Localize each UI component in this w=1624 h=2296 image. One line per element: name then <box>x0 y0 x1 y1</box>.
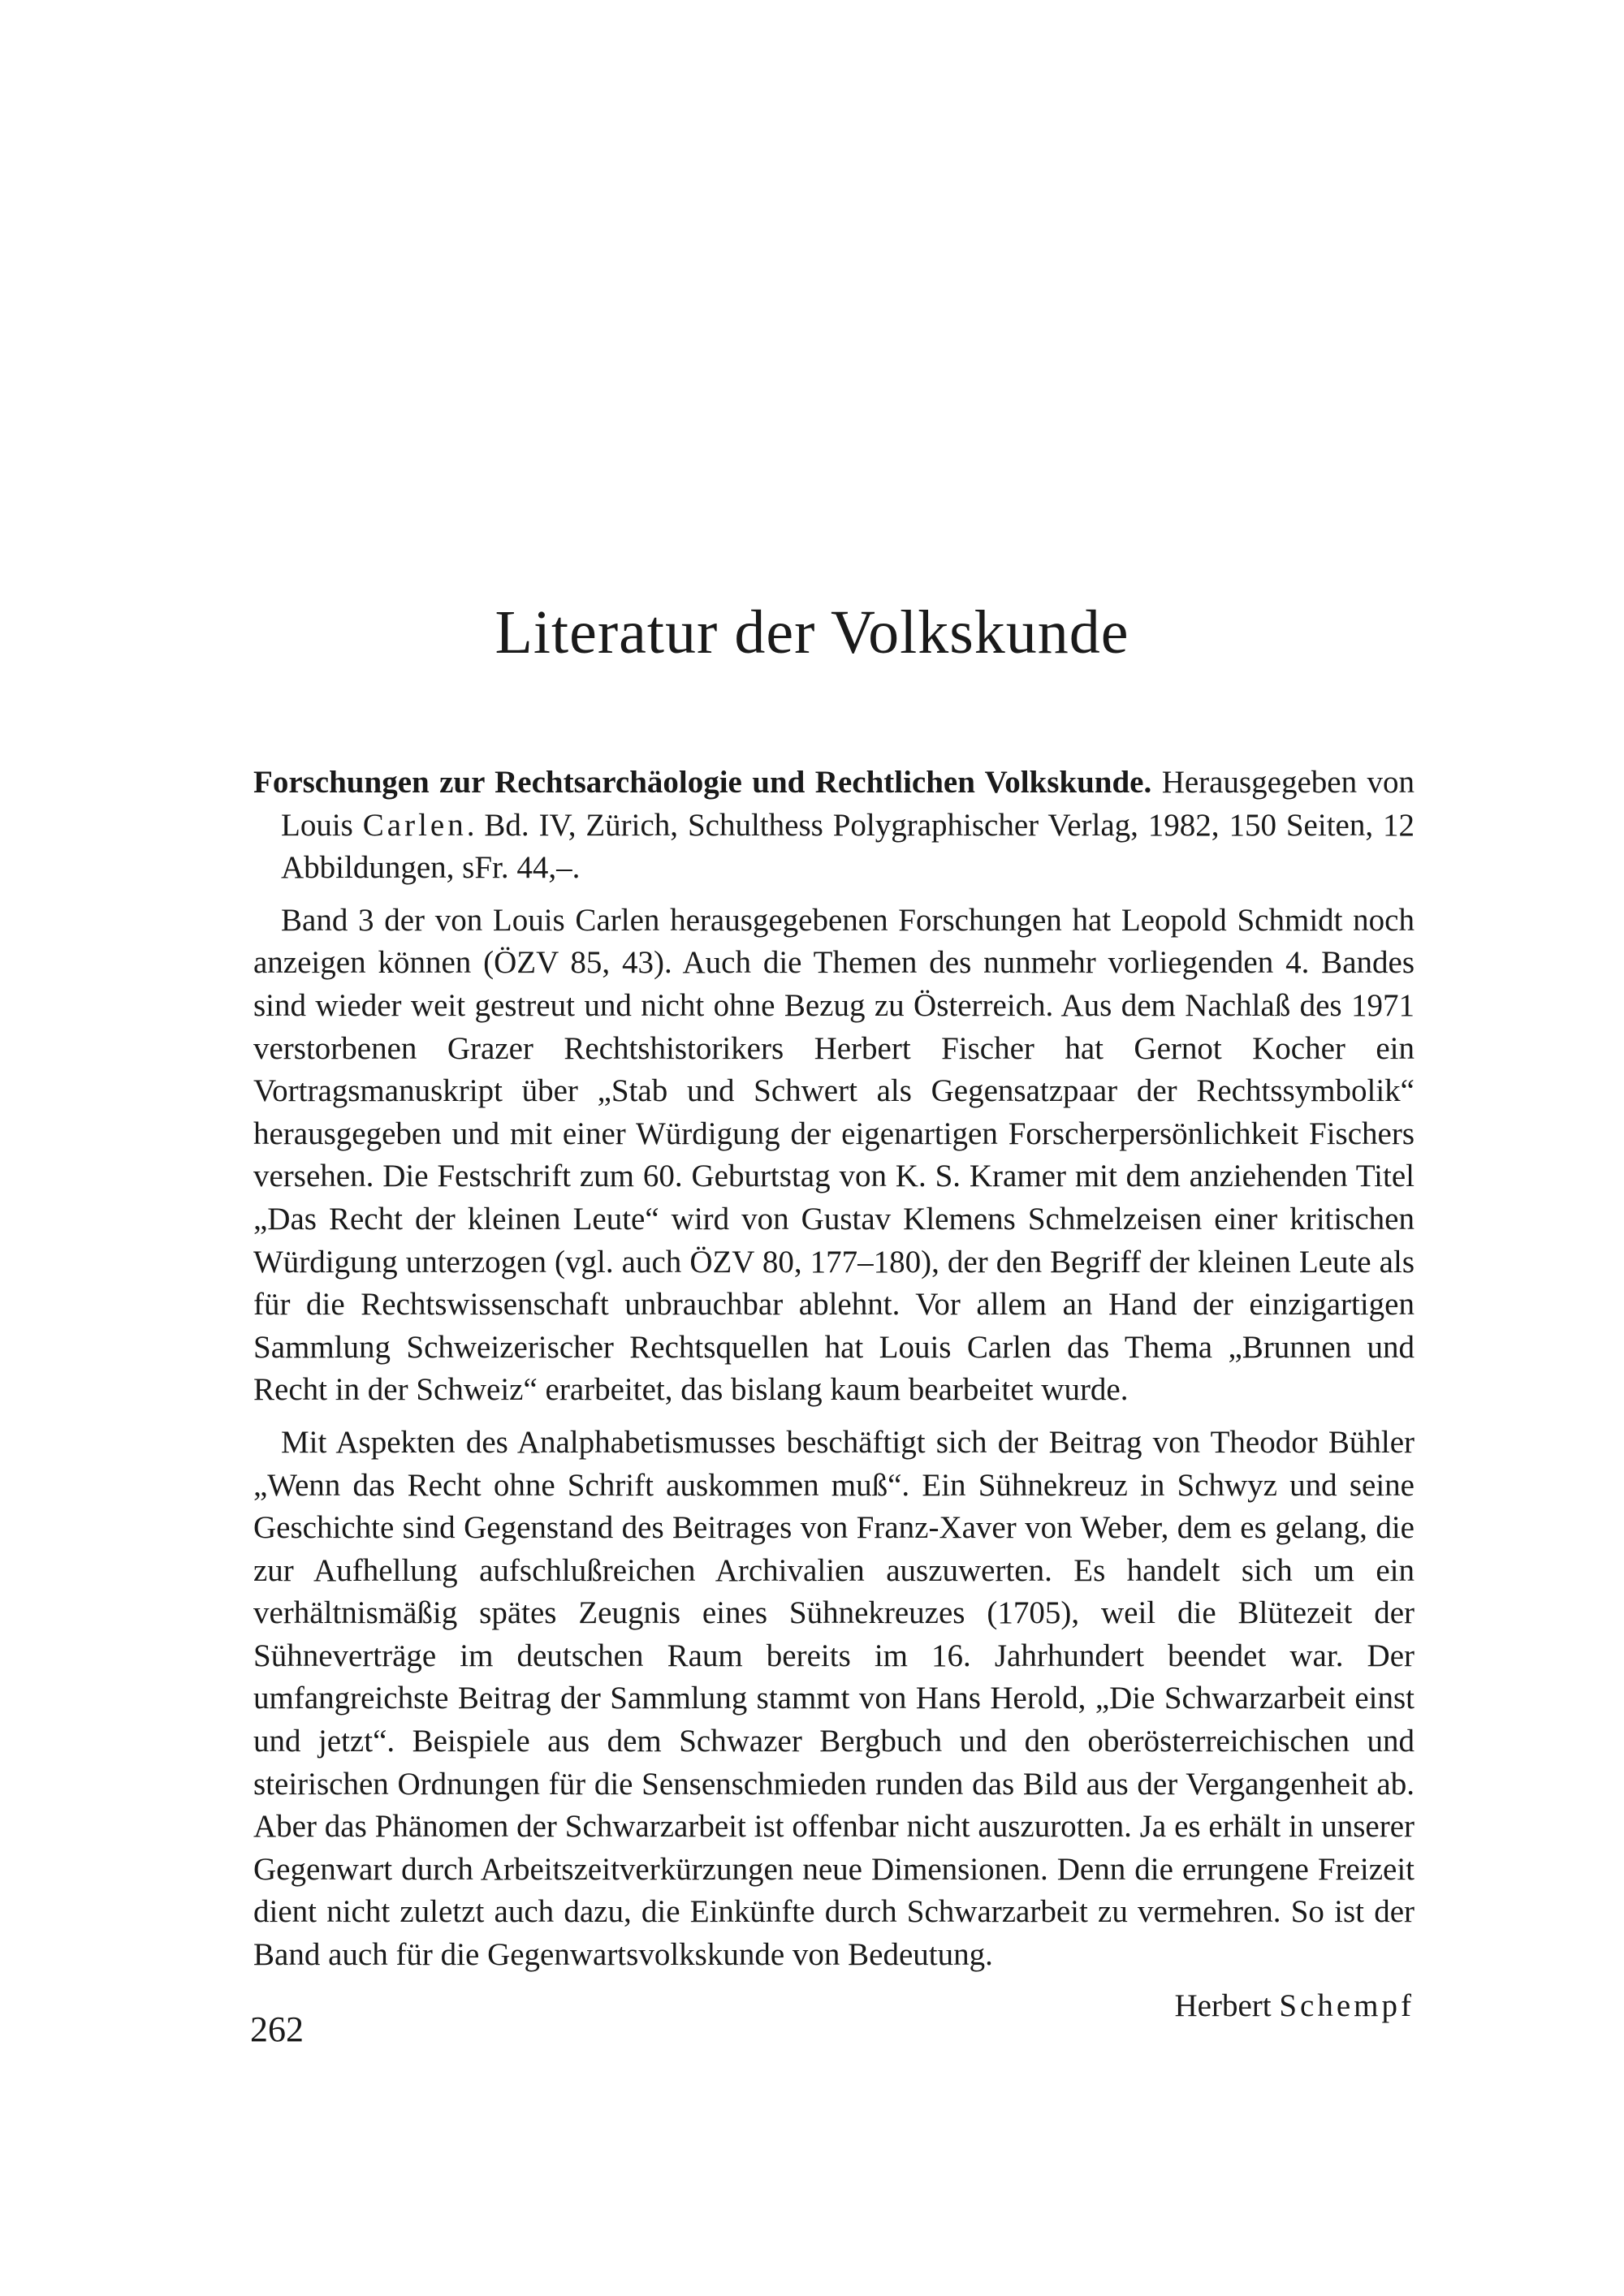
review-text-column <box>253 762 1415 2027</box>
editor-name: Carlen <box>362 807 467 843</box>
reviewer-signature <box>253 1985 1415 2028</box>
review-paragraph-2: Mit Aspekten des Analphabetismusses beschäftigt sich der Beitrag von Theodor Bühler „Wenn das Recht ohne Schrift auskommen muß“. Ein Sühnekreuz in Schwyz und seine Geschichte sind Gegenstand des Beitrages von Franz-Xaver von Weber, dem es gelang, die zur Aufhellung aufschlußreichen Archivalien auszuwerten. Es handelt sich um ein verhältnismäßig spätes Zeugnis eines Sühnekreuzes (1705), weil die Blütezeit der Sühneverträge im deutschen Raum bereits im 16. Jahrhundert beendet war. Der umfangreichste Beitrag der Sammlung stammt von Hans Herold, „Die Schwarzarbeit einst und jetzt“. Beispiele aus dem Schwazer Bergbuch und den oberösterreichischen und steirischen Ordnungen für die Sensenschmieden runden das Bild aus der Vergangenheit ab. Aber das Phänomen der Schwarzarbeit ist offenbar nicht auszurotten. Ja es erhält in unserer Gegenwart durch Arbeitszeitverkürzungen neue Dimensionen. Denn die errungene Freizeit dient nicht zuletzt auch dazu, die Einkünfte durch Schwarzarbeit zu vermehren. So ist der Band auch für die Gegenwartsvolkskunde von Bedeutung. <box>253 1424 1415 1973</box>
review-paragraph-1: Band 3 der von Louis Carlen herausgegebenen Forschungen hat Leopold Schmidt noch anzeigen können (ÖZV 85, 43). Auch die Themen des nunmehr vorliegenden 4. Bandes sind wieder weit gestreut und nicht ohne Bezug zu Österreich. Aus dem Nachlaß des 1971 verstorbenen Grazer Rechtshistorikers Herbert Fischer hat Gernot Kocher ein Vortragsmanuskript über „Stab und Schwert als Gegensatzpaar der Rechtssymbolik“ herausgegeben und mit einer Würdigung der eigenartigen Forscherpersönlichkeit Fischers versehen. Die Festschrift zum 60. Geburtstag von K. S. Kramer mit dem anziehenden Titel „Das Recht der kleinen Leute“ wird von Gustav Klemens Schmelzeisen einer kritischen Würdigung unterzogen (vgl. auch ÖZV 80, 177–180), der den Begriff der kleinen Leute als für die Rechtswissenschaft unbrauchbar ablehnt. Vor allem an Hand der einzigartigen Sammlung Schweizerischer Rechtsquellen hat Louis Carlen das Thema „Brunnen und Recht in der Schweiz“ erarbeitet, das bislang kaum bearbeitet wurde. <box>253 902 1415 1408</box>
reviewer-last-name: Schempf <box>1279 1987 1415 2023</box>
page-number: 262 <box>250 2009 304 2049</box>
section-title: Literatur der Volkskunde <box>495 598 1129 667</box>
book-title: Forschungen zur Rechtsarchäologie und Rechtlichen Volkskunde. <box>253 765 1152 800</box>
editor-prefix: Herausgegeben von Louis <box>281 765 1415 843</box>
bibliographic-entry <box>253 762 1415 890</box>
publication-details: . Bd. IV, Zürich, Schulthess Polygraphischer Verlag, 1982, 150 Seiten, 12 Abbildungen, sFr. 44,–. <box>281 807 1415 886</box>
reviewer-first-name: Herbert <box>1174 1987 1272 2023</box>
